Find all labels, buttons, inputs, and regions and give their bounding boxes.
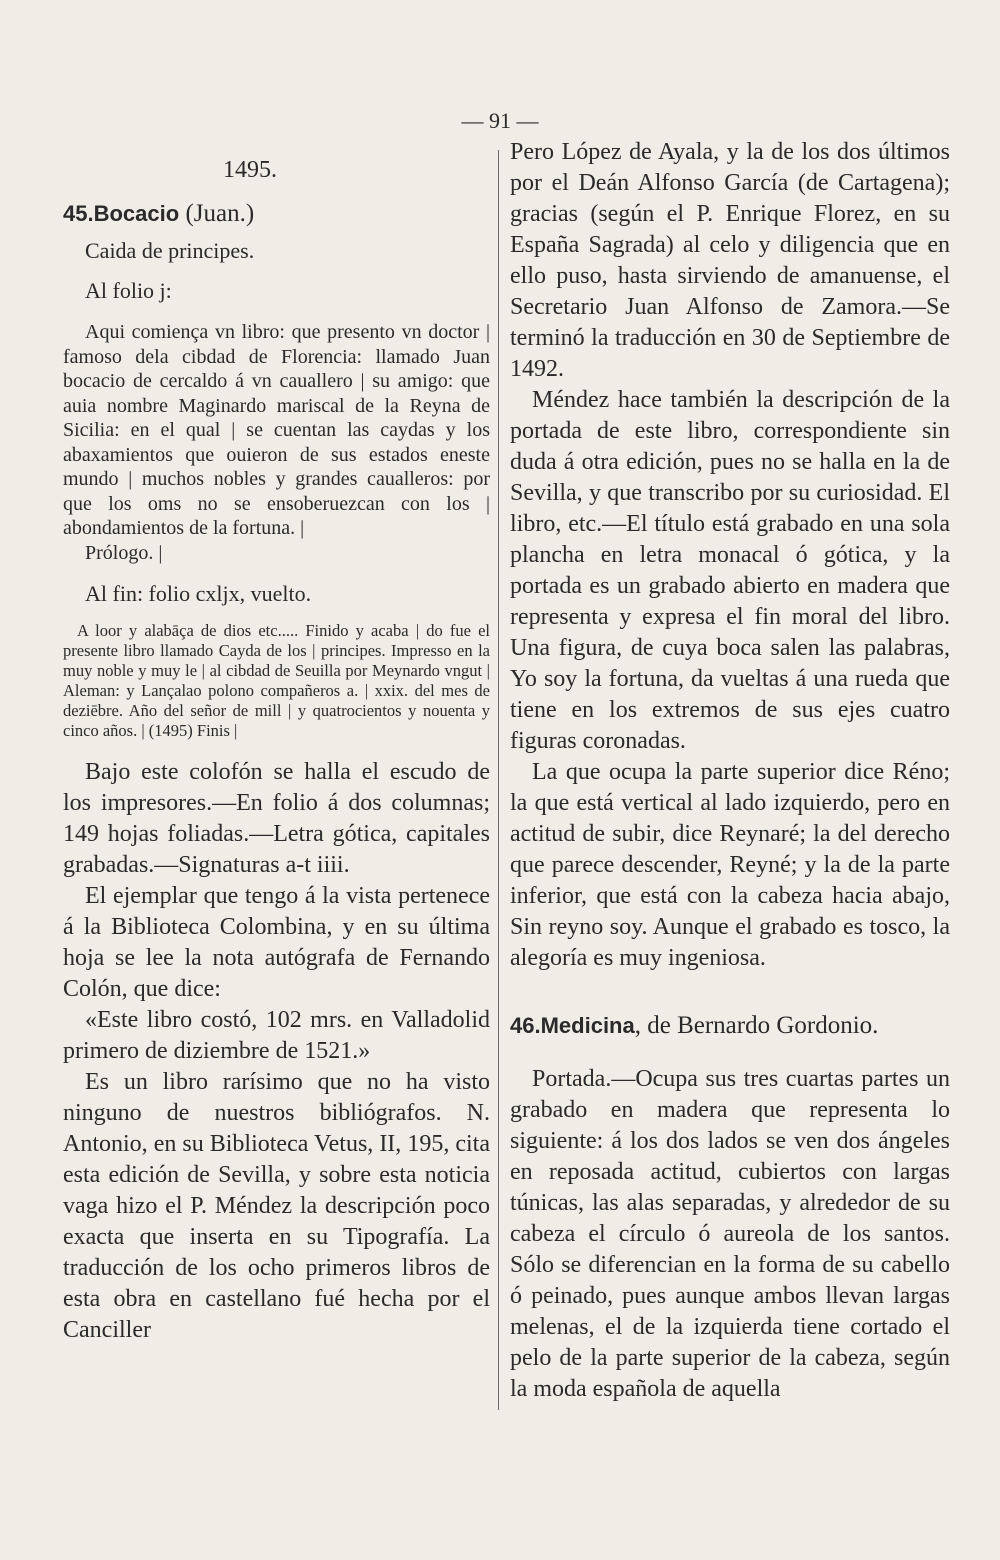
entry-keyword: Bocacio (93, 201, 180, 226)
entry-number: 46. (510, 1013, 541, 1038)
entry-number: 45. (63, 201, 94, 226)
entry-heading-46 (510, 1008, 950, 1044)
left-para-4: Es un libro rarísimo que no ha visto ninguno de nuestros bibliógrafos. N. Antonio, en su Biblioteca Vetus, II, 195, cita esta edición de Sevilla, y sobre esta noticia vaga hizo el P. Méndez la descripción poco exacta que inserta en su Tipografía. La traducción de los ocho primeros libros de esta obra en castellano fué hecha por el Canciller (63, 1069, 490, 1343)
left-para-3: «Este libro costó, 102 mrs. en Valladolid primero de diziembre de 1521.» (63, 1007, 490, 1064)
folio-line: Al folio j: (85, 278, 172, 303)
page-number: — 91 — (461, 108, 539, 133)
prologo: Prólogo. | (85, 541, 163, 564)
year-heading: 1495. (223, 157, 277, 183)
colophon (63, 621, 490, 741)
title-line: Caida de principes. (85, 238, 255, 263)
right-para-4: Portada.—Ocupa sus tres cuartas partes un grabado en madera que representa lo siguiente: á los dos lados se ven dos ángeles en reposada actitud, cubiertos con largas túnicas, las alas separadas, y alrededor de su cabeza el círculo ó aureola de los santos. Sólo se diferencian en la forma de su cabello ó peinado, pues aunque ambos llevan largas melenas, el de la izquierda tiene cortado el pelo de la parte superior de la cabeza, según la moda española de aquella (510, 1066, 950, 1402)
left-para-1: Bajo este colofón se halla el escudo de los impresores.—En folio á dos columnas; 149 hojas foliadas.—Letra gótica, capitales grabadas.—Signaturas a-t iiii. (63, 759, 490, 878)
right-body-2 (510, 1064, 950, 1405)
incipit-quote (63, 320, 490, 565)
entry-keyword: Medicina (540, 1013, 635, 1038)
right-body (510, 137, 950, 974)
quote-text: Aqui comiença vn libro: que presento vn doctor | famoso dela cibdad de Florencia: llamado Juan bocacio de cercaldo á vn cauallero | su amigo: que auia nombre Maginardo mariscal de la Reyna de Sicilia: en el qual | se cuentan las caydas y los abaxamientos que ouieron de sus estados eneste mundo | muchos nobles y grandes caualleros: por que los oms no se ensoberuezcan con los | abondamientos de la fortuna. | (63, 321, 490, 539)
entry-rest: (Juan.) (179, 200, 255, 227)
left-column (63, 150, 490, 1346)
right-para-2: Méndez hace también la descripción de la portada de este libro, correspondiente sin duda á otra edición, pues no se halla en la de Sevilla, y que transcribo por su curiosidad. El libro, etc.—El título está grabado en una sola plancha en letra monacal ó gótica, y la portada es un grabado abierto en madera que representa y expresa el fin moral del libro. Una figura, de cuya boca salen las palabras, Yo soy la fortuna, da vueltas á una rueda que tiene en los extremos de sus ejes cuatro figuras coronadas. (510, 387, 950, 754)
left-para-2: El ejemplar que tengo á la vista pertenece á la Biblioteca Colombina, y en su última hoja se lee la nota autógrafa de Fernando Colón, que dice: (63, 883, 490, 1002)
left-body (63, 757, 490, 1346)
right-para-3: La que ocupa la parte superior dice Réno; la que está vertical al lado izquierdo, pero en actitud de subir, dice Reynaré; la del derecho que parece descender, Reyné; y la de la parte inferior, que está con la cabeza hacia abajo, Sin reyno soy. Aunque el grabado es tosco, la alegoría es muy ingeniosa. (510, 759, 950, 971)
right-para-1: Pero López de Ayala, y la de los dos últimos por el Deán Alfonso García (de Cartagena); gracias (según el P. Enrique Florez, en su España Sagrada) al celo y diligencia que en ello puso, hasta sirviendo de amanuense, el Secretario Juan Alfonso de Zamora.—Se terminó la traducción en 30 de Septiembre de 1492. (510, 139, 950, 382)
entry-heading-45 (63, 196, 490, 232)
entry-rest: , de Bernardo Gordonio. (634, 1012, 879, 1039)
al-fin-line: Al fin: folio cxljx, vuelto. (85, 581, 312, 606)
column-rule (498, 150, 499, 1410)
right-column (510, 137, 950, 1405)
colophon-text: A loor y alabāça de dios etc..... Finido y acaba | do fue el presente libro llamado Cayda de los | principes. Impresso en la muy noble y muy le | al cibdad de Seuilla por Meynardo vngut | Aleman: y Lançalao polono compañeros a. | xxix. del mes de deziēbre. Año del señor de mill | y quatrocientos y nouenta y cinco años. | (1495) Finis | (63, 621, 490, 740)
